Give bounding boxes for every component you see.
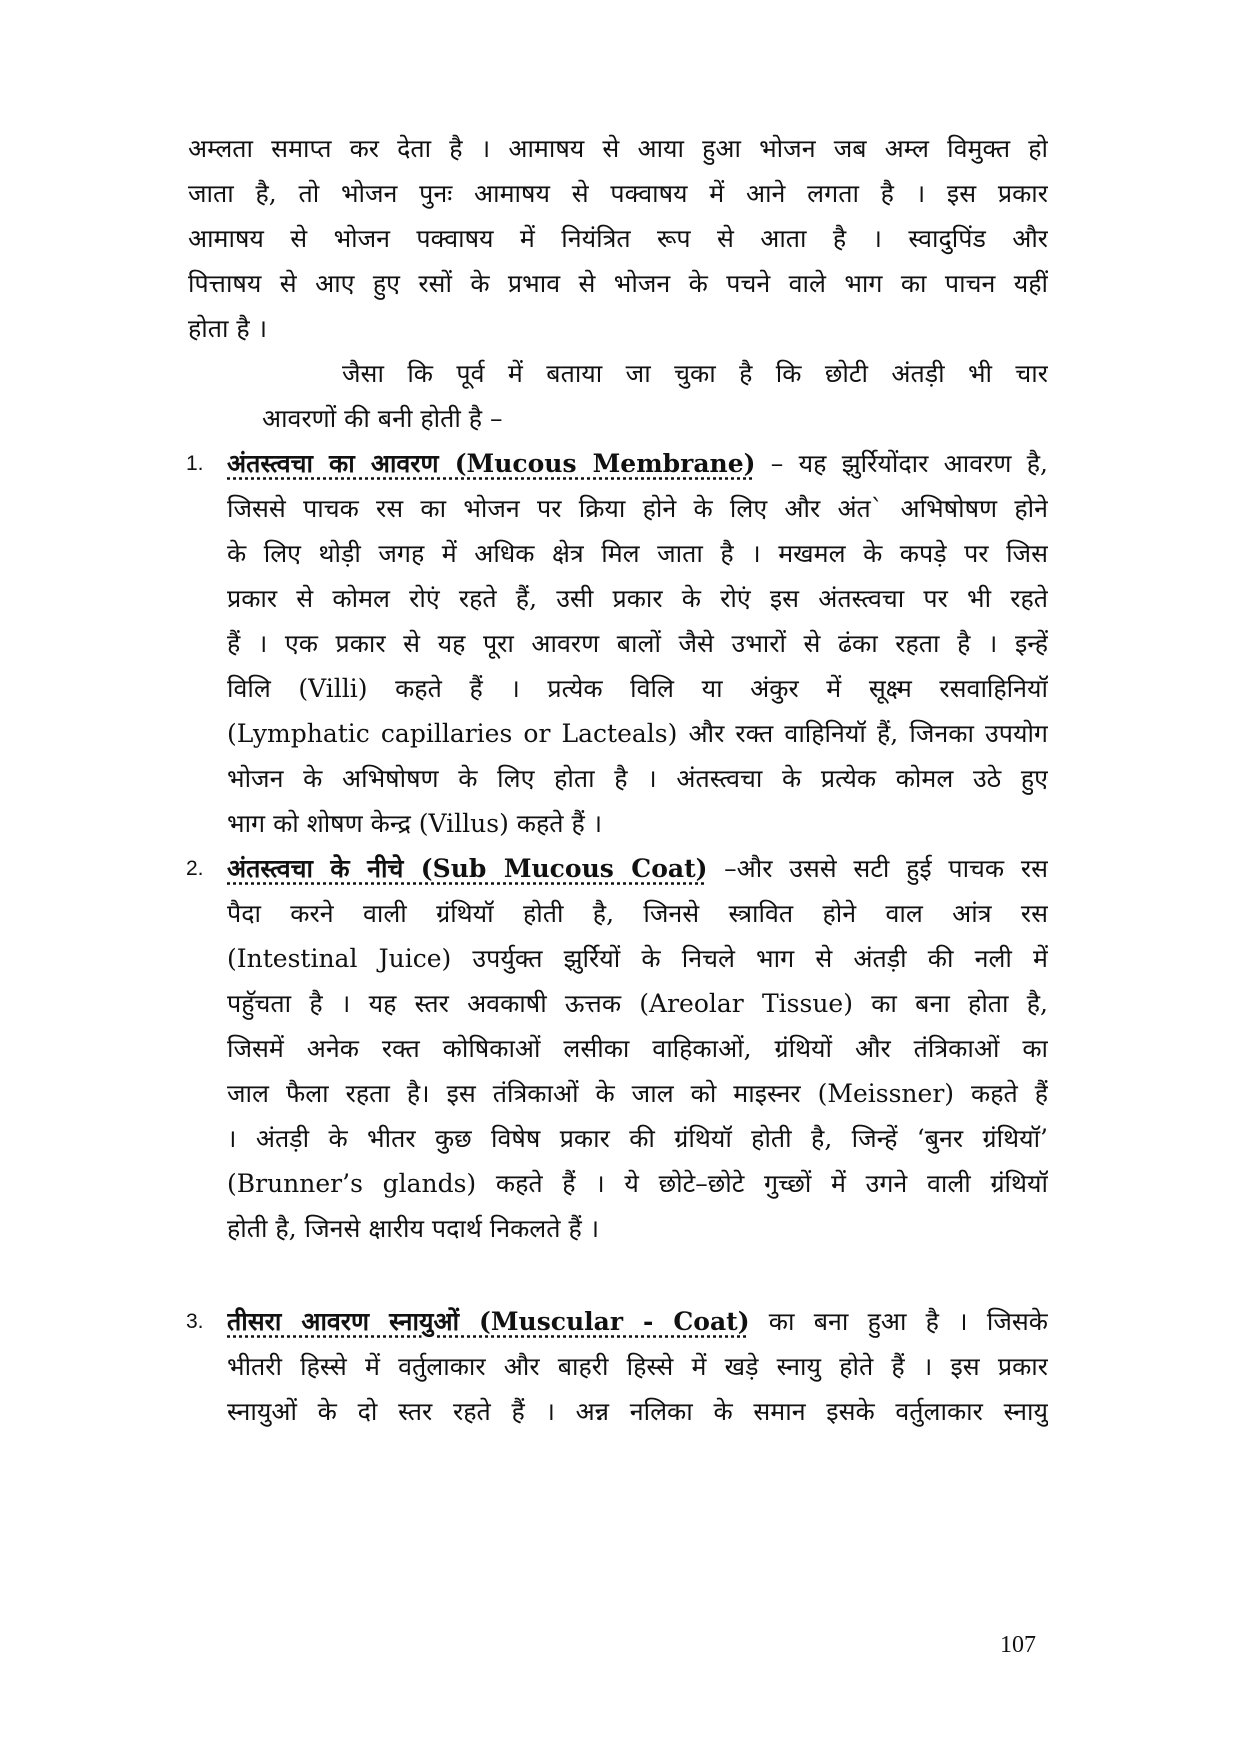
section-heading-line	[227, 447, 1048, 481]
intro-line: आमाषय से भोजन पक्वाषय में नियंत्रित रूप से आता है । स्वादुपिंड और	[188, 224, 1048, 253]
section-number: 1.	[186, 452, 204, 475]
lead-line: जैसा कि पूर्व में बताया जा चुका है कि छोटी अंतड़ी भी चार	[342, 359, 1048, 388]
section-heading-rest: का बना हुआ है । जिसके	[749, 1307, 1048, 1336]
section-line: के लिए थोड़ी जगह में अधिक क्षेत्र मिल जाता है । मखमल के कपड़े पर जिस	[227, 539, 1048, 568]
section-line: विलि (Villi) कहते हैं । प्रत्येक विलि या अंकुर में सूक्ष्म रसवाहिनियॉ	[227, 674, 1048, 703]
section-heading: तीसरा आवरण स्नायुओं (Muscular - Coat)	[227, 1307, 750, 1336]
page-number: 107	[1000, 1632, 1036, 1658]
section-line: जाल फैला रहता है। इस तंत्रिकाओं के जाल को माइस्नर (Meissner) कहते हैं	[227, 1079, 1048, 1108]
section-line: भोजन के अभिषोषण के लिए होता है । अंतस्त्वचा के प्रत्येक कोमल उठे हुए	[227, 764, 1048, 793]
section-heading-rest: – यह झुर्रियोंदार आवरण है,	[755, 449, 1048, 478]
section-line: भीतरी हिस्से में वर्तुलाकार और बाहरी हिस्से में खड़े स्नायु होते हैं । इस प्रकार	[227, 1352, 1048, 1381]
section-line: पहुॅचता है । यह स्तर अवकाषी ऊत्तक (Areolar Tissue) का बना होता है,	[227, 989, 1048, 1018]
section-line: होती है, जिनसे क्षारीय पदार्थ निकलते हैं ।	[227, 1214, 600, 1243]
section-heading-line	[227, 1305, 1048, 1339]
section-line: पैदा करने वाली ग्रंथियॉ होती है, जिनसे स्त्रावित होने वाल आंत्र रस	[227, 899, 1048, 928]
section-heading-rest: –और उससे सटी हुई पाचक रस	[707, 854, 1048, 883]
section-heading-line	[227, 852, 1048, 886]
section-heading: अंतस्त्वचा के नीचे (Sub Mucous Coat)	[227, 854, 708, 883]
section-line: (Intestinal Juice) उपर्युक्त झुर्रियों के निचले भाग से अंतड़ी की नली में	[227, 944, 1048, 973]
intro-line: अम्लता समाप्त कर देता है । आमाषय से आया हुआ भोजन जब अम्ल विमुक्त हो	[188, 134, 1048, 163]
section-line: स्नायुओं के दो स्तर रहते हैं । अन्न नलिका के समान इसके वर्तुलाकार स्नायु	[227, 1397, 1048, 1426]
section-line: प्रकार से कोमल रोएं रहते हैं, उसी प्रकार के रोएं इस अंतस्त्वचा पर भी रहते	[227, 584, 1048, 613]
intro-line: जाता है, तो भोजन पुनः आमाषय से पक्वाषय में आने लगता है । इस प्रकार	[188, 179, 1048, 208]
section-number: 2.	[186, 857, 204, 880]
section-heading: अंतस्त्वचा का आवरण (Mucous Membrane)	[227, 449, 756, 478]
intro-line: पित्ताषय से आए हुए रसों के प्रभाव से भोजन के पचने वाले भाग का पाचन यहीं	[188, 269, 1048, 298]
lead-line: आवरणों की बनी होती है –	[262, 404, 503, 433]
section-line: हैं । एक प्रकार से यह पूरा आवरण बालों जैसे उभारों से ढंका रहता है । इन्हें	[227, 629, 1048, 658]
section-line: (Lymphatic capillaries or Lacteals) और रक्त वाहिनियॉ हैं, जिनका उपयोग	[227, 719, 1048, 748]
section-line: । अंतड़ी के भीतर कुछ विषेष प्रकार की ग्रंथियॉ होती है, जिन्हें ‘बुनर ग्रंथियॉ’	[227, 1124, 1048, 1153]
section-number: 3.	[186, 1310, 204, 1333]
section-line: जिसमें अनेक रक्त कोषिकाओं लसीका वाहिकाओं, ग्रंथियों और तंत्रिकाओं का	[227, 1034, 1048, 1063]
intro-line: होता है ।	[188, 314, 268, 343]
section-line: जिससे पाचक रस का भोजन पर क्रिया होने के लिए और अंत` अभिषोषण होने	[227, 494, 1048, 523]
section-line: (Brunner’s glands) कहते हैं । ये छोटे–छोटे गुच्छों में उगने वाली ग्रंथियॉ	[227, 1169, 1048, 1198]
section-line: भाग को शोषण केन्द्र (Villus) कहते हैं ।	[227, 809, 603, 838]
